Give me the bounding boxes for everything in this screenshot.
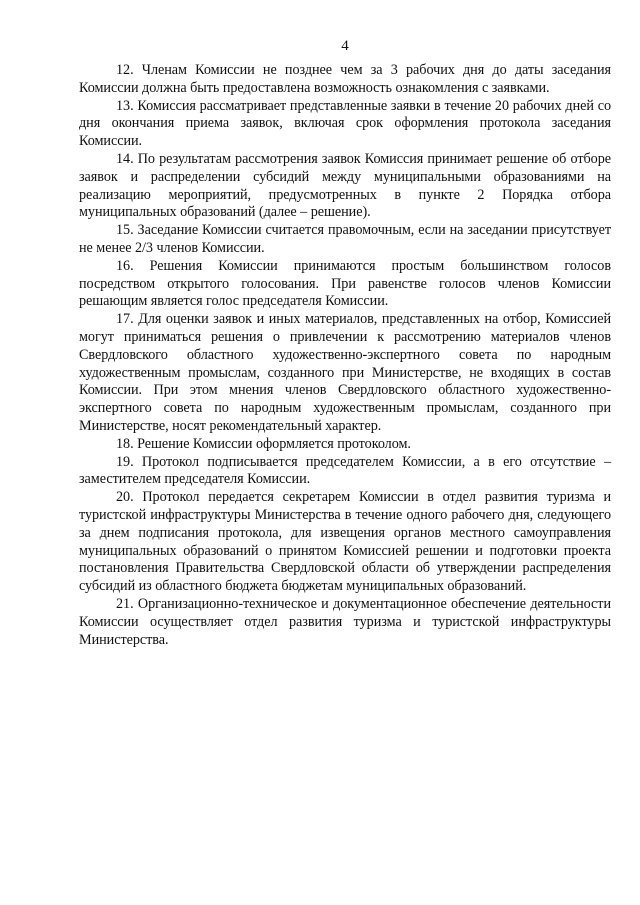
paragraph-12: 12. Членам Комиссии не позднее чем за 3 рабочих дня до даты заседания Комиссии должна быть предоставлена возможность ознакомления с заявками. [79, 62, 611, 96]
paragraph-16: 16. Решения Комиссии принимаются простым большинством голосов посредством открытого голосования. При равенстве голосов членов Комиссии решающим является голос председателя Комиссии. [79, 257, 611, 310]
paragraph-21: 21. Организационно-техническое и документационное обеспечение деятельности Комиссии осуществляет отдел развития туризма и туристской инфраструктуры Министерства. [79, 595, 611, 648]
paragraph-18: 18. Решение Комиссии оформляется протоколом. [116, 435, 411, 452]
paragraph-17: 17. Для оценки заявок и иных материалов, представленных на отбор, Комиссией могут приниматься решения о привлечении к рассмотрению материалов членов Свердловского областного художественно-экспертного совета по народным художественным промыслам, созданного при Министерстве, не входящих в состав Комиссии. При этом мнения членов Свердловского областного художественно-экспертного совета по народным художественным промыслам, созданного при Министерстве, носят рекомендательный характер. [79, 311, 611, 434]
paragraph-13: 13. Комиссия рассматривает представленные заявки в течение 20 рабочих дней со дня окончания приема заявок, включая срок оформления протокола заседания Комиссии. [79, 97, 611, 150]
paragraph-20: 20. Протокол передается секретарем Комиссии в отдел развития туризма и туристской инфраструктуры Министерства в течение одного рабочего дня, следующего за днем подписания протокола, для извещения органов местного самоуправления муниципальных образований о принятом Комиссией решении и подготовки проекта постановления Правительства Свердловской области об утверждении распределения субсидий из областного бюджета бюджетам муниципальных образований. [79, 489, 611, 595]
paragraph-19: 19. Протокол подписывается председателем Комиссии, а в его отсутствие – заместителем председателя Комиссии. [79, 453, 611, 488]
paragraph-14: 14. По результатам рассмотрения заявок Комиссия принимает решение об отборе заявок и распределении субсидий между муниципальными образованиями на реализацию мероприятий, предусмотренных в пункте 2 Порядка отбора муниципальных образований (далее – решение). [79, 150, 611, 221]
document-page [79, 36, 611, 649]
paragraph-15: 15. Заседание Комиссии считается правомочным, если на заседании присутствует не менее 2/3 членов Комиссии. [79, 222, 611, 256]
page-number: 4 [341, 38, 349, 54]
